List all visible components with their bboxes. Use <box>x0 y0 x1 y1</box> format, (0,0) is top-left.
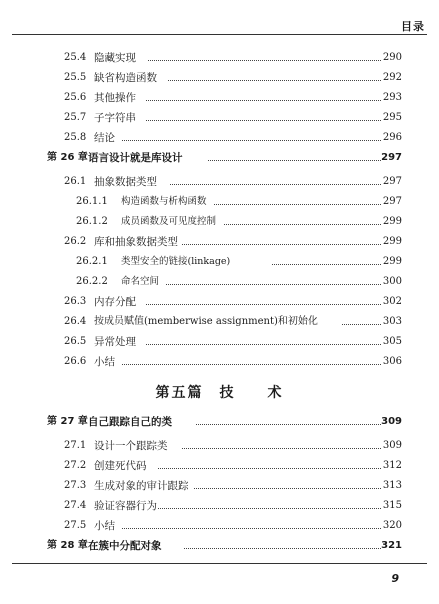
entry-title: 验证容器行为 <box>94 500 157 512</box>
toc-entry[interactable] <box>0 90 439 106</box>
entry-page: 295 <box>382 112 402 123</box>
entry-title: 创建死代码 <box>94 460 147 472</box>
entry-title: 设计一个跟踪类 <box>94 440 168 452</box>
entry-page: 302 <box>382 296 402 307</box>
toc-entry[interactable] <box>0 70 439 86</box>
toc-entry[interactable] <box>0 234 439 250</box>
entry-page: 303 <box>382 316 402 327</box>
leader-dots <box>342 314 381 325</box>
chapter-number: 第 26 章 <box>47 152 88 163</box>
leader-dots <box>146 294 381 305</box>
entry-number: 26.1.2 <box>76 216 108 227</box>
entry-title: 类型安全的链接(linkage) <box>121 256 231 267</box>
leader-dots <box>182 234 381 245</box>
leader-dots <box>122 130 381 141</box>
leader-dots <box>146 110 381 121</box>
toc-entry[interactable] <box>0 354 439 370</box>
chapter-title: 语言设计就是库设计 <box>88 152 183 164</box>
entry-page: 312 <box>382 460 402 471</box>
entry-number: 26.1 <box>64 176 87 187</box>
page-number: 9 <box>391 572 399 585</box>
entry-number: 26.2 <box>64 236 87 247</box>
leader-dots <box>182 438 381 449</box>
entry-number: 26.3 <box>64 296 87 307</box>
entry-title: 小结 <box>94 356 115 368</box>
entry-page: 315 <box>382 500 402 511</box>
footer-rule <box>12 563 427 564</box>
running-head: 目录 <box>401 20 425 33</box>
entry-page: 299 <box>382 236 402 247</box>
leader-dots <box>184 538 381 549</box>
entry-title: 异常处理 <box>94 336 136 348</box>
leader-dots <box>148 50 381 61</box>
entry-title: 结论 <box>94 132 115 144</box>
entry-number: 26.2.1 <box>76 256 108 267</box>
toc-entry[interactable] <box>0 130 439 146</box>
entry-number: 25.8 <box>64 132 87 143</box>
leader-dots <box>194 478 381 489</box>
entry-page: 309 <box>382 440 402 451</box>
leader-dots <box>122 354 381 365</box>
entry-number: 26.6 <box>64 356 87 367</box>
entry-page: 299 <box>382 216 402 227</box>
toc-chapter[interactable] <box>0 414 439 430</box>
chapter-title: 自己跟踪自己的类 <box>88 416 172 428</box>
entry-title: 构造函数与析构函数 <box>121 196 207 207</box>
toc-entry[interactable] <box>0 334 439 350</box>
toc-entry[interactable] <box>0 174 439 190</box>
entry-number: 27.5 <box>64 520 87 531</box>
toc-entry[interactable] <box>0 478 439 494</box>
entry-title: 缺省构造函数 <box>94 72 157 84</box>
entry-number: 27.1 <box>64 440 87 451</box>
entry-number: 25.6 <box>64 92 87 103</box>
entry-page: 321 <box>381 540 402 551</box>
entry-title: 其他操作 <box>94 92 136 104</box>
entry-title: 隐藏实现 <box>94 52 136 64</box>
leader-dots <box>196 414 381 425</box>
entry-title: 子字符串 <box>94 112 136 124</box>
entry-title: 内存分配 <box>94 296 136 308</box>
entry-page: 292 <box>382 72 402 83</box>
entry-number: 26.5 <box>64 336 87 347</box>
entry-page: 309 <box>381 416 402 427</box>
entry-page: 300 <box>382 276 402 287</box>
entry-number: 26.2.2 <box>76 276 108 287</box>
leader-dots <box>158 458 381 469</box>
entry-number: 25.7 <box>64 112 87 123</box>
entry-page: 297 <box>381 152 402 163</box>
entry-title: 成员函数及可见度控制 <box>121 216 217 227</box>
toc-entry[interactable] <box>0 518 439 534</box>
leader-dots <box>208 150 381 161</box>
chapter-title: 在簇中分配对象 <box>88 540 162 552</box>
part-title: 第五篇 技 术 <box>155 385 284 401</box>
chapter-number: 第 28 章 <box>47 540 88 551</box>
toc-subentry[interactable] <box>0 214 439 230</box>
entry-page: 293 <box>382 92 402 103</box>
entry-number: 26.4 <box>64 316 87 327</box>
toc-subentry[interactable] <box>0 194 439 210</box>
entry-number: 27.2 <box>64 460 87 471</box>
entry-number: 25.5 <box>64 72 87 83</box>
entry-title: 抽象数据类型 <box>94 176 157 188</box>
toc-entry[interactable] <box>0 294 439 310</box>
leader-dots <box>166 274 381 285</box>
entry-title: 按成员赋值(memberwise assignment)和初始化 <box>94 316 318 327</box>
entry-title: 生成对象的审计跟踪 <box>94 480 189 492</box>
toc-entry[interactable] <box>0 110 439 126</box>
leader-dots <box>158 498 381 509</box>
toc-subentry[interactable] <box>0 254 439 270</box>
toc-entry[interactable] <box>0 498 439 514</box>
leader-dots <box>224 214 381 225</box>
toc-chapter[interactable] <box>0 150 439 166</box>
header-rule <box>12 34 427 35</box>
entry-page: 290 <box>382 52 402 63</box>
entry-page: 299 <box>382 256 402 267</box>
entry-page: 297 <box>382 196 402 207</box>
toc-entry[interactable] <box>0 438 439 454</box>
toc-entry[interactable] <box>0 50 439 66</box>
toc-entry[interactable] <box>0 458 439 474</box>
entry-page: 313 <box>382 480 402 491</box>
entry-page: 296 <box>382 132 402 143</box>
entry-title: 库和抽象数据类型 <box>94 236 178 248</box>
entry-title: 命名空间 <box>121 276 160 287</box>
entry-page: 320 <box>382 520 402 531</box>
entry-number: 27.4 <box>64 500 87 511</box>
leader-dots <box>122 518 381 529</box>
chapter-number: 第 27 章 <box>47 416 88 427</box>
leader-dots <box>146 334 381 345</box>
entry-number: 27.3 <box>64 480 87 491</box>
entry-number: 26.1.1 <box>76 196 108 207</box>
leader-dots <box>214 194 381 205</box>
entry-title: 小结 <box>94 520 115 532</box>
leader-dots <box>170 174 381 185</box>
leader-dots <box>168 70 381 81</box>
toc-chapter[interactable] <box>0 538 439 554</box>
entry-number: 25.4 <box>64 52 87 63</box>
toc-entry[interactable] <box>0 314 439 330</box>
entry-page: 305 <box>382 336 402 347</box>
toc-subentry[interactable] <box>0 274 439 290</box>
leader-dots <box>146 90 381 101</box>
entry-page: 306 <box>382 356 402 367</box>
entry-page: 297 <box>382 176 402 187</box>
leader-dots <box>272 254 381 265</box>
